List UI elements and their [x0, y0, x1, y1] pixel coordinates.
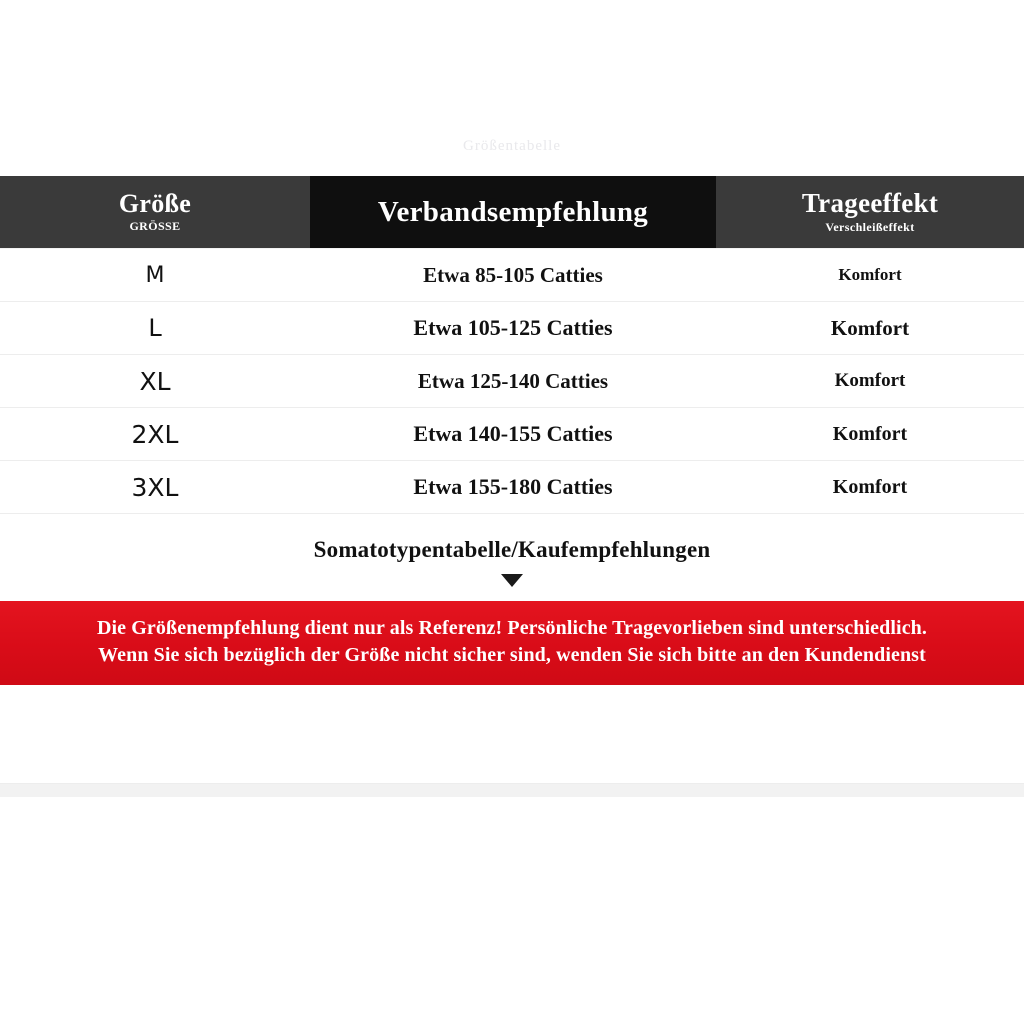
cell-recommendation: Etwa 105-125 Catties — [413, 315, 613, 340]
cell-size: 2XL — [131, 419, 179, 449]
footer-note: Somatotypentabelle/Kaufempfehlungen — [313, 537, 711, 562]
cell-size: XL — [139, 366, 171, 396]
cell-size: L — [148, 314, 162, 342]
cell-recommendation: Etwa 125-140 Catties — [417, 368, 609, 393]
size-chart-table — [0, 176, 1024, 685]
cell-effect: Komfort — [830, 315, 910, 340]
triangle-down-icon — [0, 563, 1024, 589]
cell-size: M — [145, 262, 165, 288]
table-row — [0, 408, 1024, 461]
table-row — [0, 248, 1024, 302]
column-header-size-label: Größe — [118, 188, 192, 218]
cell-recommendation: Etwa 155-180 Catties — [413, 474, 613, 499]
column-header-size-sublabel: GRÖSSE — [129, 219, 181, 234]
cell-size: 3XL — [131, 472, 179, 502]
cell-recommendation: Etwa 85-105 Catties — [423, 262, 603, 287]
cell-effect: Komfort — [832, 475, 908, 498]
column-header-effect-sublabel: Verschleißeffekt — [825, 219, 915, 234]
ghost-watermark-text: Größentabelle — [463, 138, 561, 154]
table-row — [0, 355, 1024, 408]
table-body — [0, 248, 1024, 514]
table-row — [0, 461, 1024, 514]
cell-effect: Komfort — [838, 265, 902, 284]
warning-banner: Die Größenempfehlung dient nur als Referenz! Persönliche Tragevorlieben sind unterschiedlich. Wenn Sie sich bezüglich der Größe nicht sicher sind, wenden Sie sich bitte an den Kundendienst — [0, 601, 1024, 685]
table-row — [0, 302, 1024, 355]
column-header-recommendation — [310, 176, 716, 248]
bottom-blank-area — [0, 797, 1024, 1024]
column-header-effect — [716, 176, 1024, 248]
cell-effect: Komfort — [832, 422, 908, 445]
table-header-row — [0, 176, 1024, 248]
column-header-size — [0, 176, 310, 248]
cell-recommendation: Etwa 140-155 Catties — [413, 421, 613, 446]
column-header-recommendation-label: Verbandsempfehlung — [377, 195, 649, 228]
column-header-effect-label: Trageeffekt — [801, 188, 939, 219]
cell-effect: Komfort — [834, 370, 906, 391]
